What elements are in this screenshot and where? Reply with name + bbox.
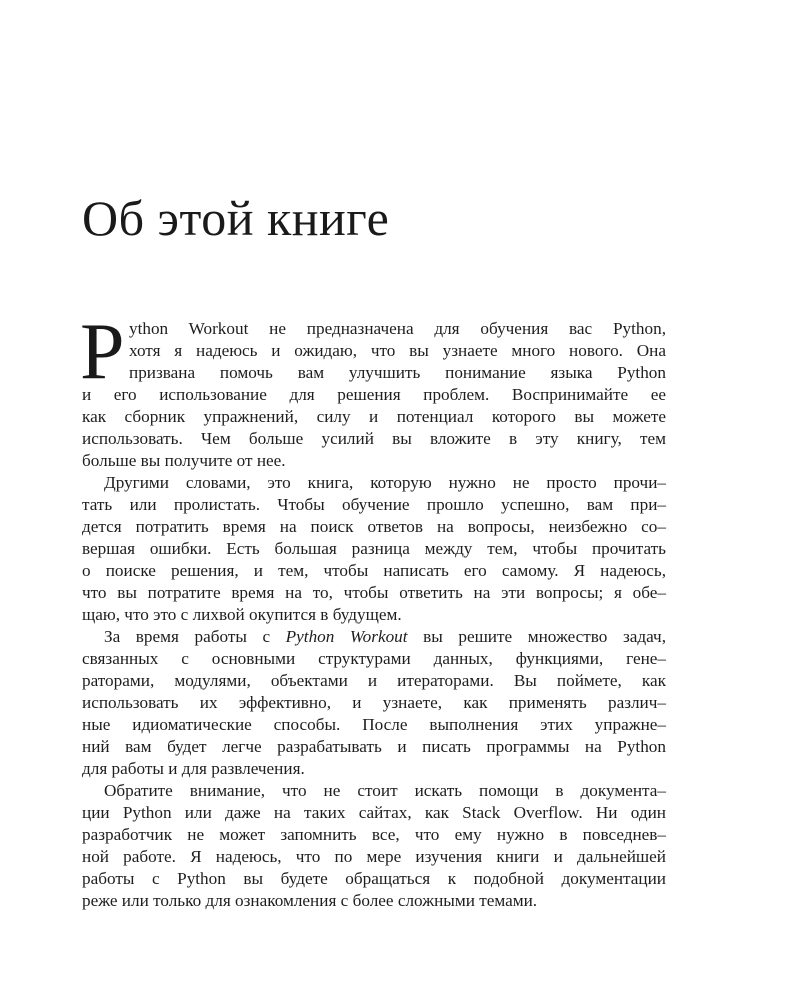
paragraph-intro bbox=[80, 308, 666, 472]
text-line: что вы потратите время на то, чтобы ответить на эти вопросы; я обе– bbox=[82, 583, 666, 602]
paragraph-2 bbox=[82, 472, 666, 626]
text-line: Обратите внимание, что не стоит искать помощи в документа– bbox=[104, 781, 666, 800]
text-line: призвана помочь вам улучшить понимание языка Python bbox=[129, 363, 666, 382]
chapter-title: Об этой книге bbox=[82, 190, 390, 246]
text-line: для работы и для развлечения. bbox=[82, 759, 305, 778]
text-line: использовать их эффективно, и узнаете, как применять различ– bbox=[82, 693, 666, 712]
text-line: тать или пролистать. Чтобы обучение прошло успешно, вам при– bbox=[82, 495, 666, 514]
paragraph-3 bbox=[82, 626, 666, 780]
text-line: хотя я надеюсь и ожидаю, что вы узнаете много нового. Она bbox=[129, 341, 666, 360]
text-line: реже или только для ознакомления с более сложными темами. bbox=[82, 891, 538, 910]
chapter-body bbox=[80, 308, 667, 912]
text-line: дется потратить время на поиск ответов на вопросы, неизбежно со– bbox=[82, 517, 666, 536]
text-line: ной работе. Я надеюсь, что по мере изучения книги и дальнейшей bbox=[82, 847, 666, 866]
text-line: щаю, что это с лихвой окупится в будущем. bbox=[82, 605, 402, 624]
text-line: ные идиоматические способы. После выполнения этих упражне– bbox=[82, 715, 666, 734]
text-run: За время работы с bbox=[104, 627, 286, 646]
text-run: вы решите множество задач, bbox=[407, 627, 667, 646]
book-title-italic: Python Workout bbox=[285, 627, 408, 646]
text-line bbox=[82, 626, 666, 648]
drop-cap-letter: P bbox=[80, 308, 125, 396]
text-line: вершая ошибки. Есть большая разница между тем, чтобы прочитать bbox=[82, 539, 666, 558]
text-line: использовать. Чем больше усилий вы вложите в эту книгу, тем bbox=[82, 429, 666, 448]
text-line: ython Workout не предназначена для обучения вас Python, bbox=[129, 319, 666, 338]
text-line: и его использование для решения проблем. Воспринимайте ее bbox=[82, 385, 666, 404]
text-line: разработчик не может запомнить все, что ему нужно в повседнев– bbox=[82, 825, 666, 844]
paragraph-4 bbox=[82, 780, 666, 912]
text-line: Другими словами, это книга, которую нужно не просто прочи– bbox=[104, 473, 666, 492]
text-line: раторами, модулями, объектами и итераторами. Вы поймете, как bbox=[82, 671, 666, 690]
text-line: как сборник упражнений, силу и потенциал которого вы можете bbox=[82, 407, 666, 426]
text-line: работы с Python вы будете обращаться к подобной документации bbox=[82, 869, 666, 888]
text-line: больше вы получите от нее. bbox=[82, 451, 286, 470]
text-line: связанных с основными структурами данных, функциями, гене– bbox=[82, 649, 666, 668]
text-line: ний вам будет легче разрабатывать и писать программы на Python bbox=[82, 737, 666, 756]
text-line: ции Python или даже на таких сайтах, как Stack Overflow. Ни один bbox=[82, 803, 666, 822]
text-line: о поиске решения, и тем, чтобы написать его самому. Я надеюсь, bbox=[82, 561, 666, 580]
